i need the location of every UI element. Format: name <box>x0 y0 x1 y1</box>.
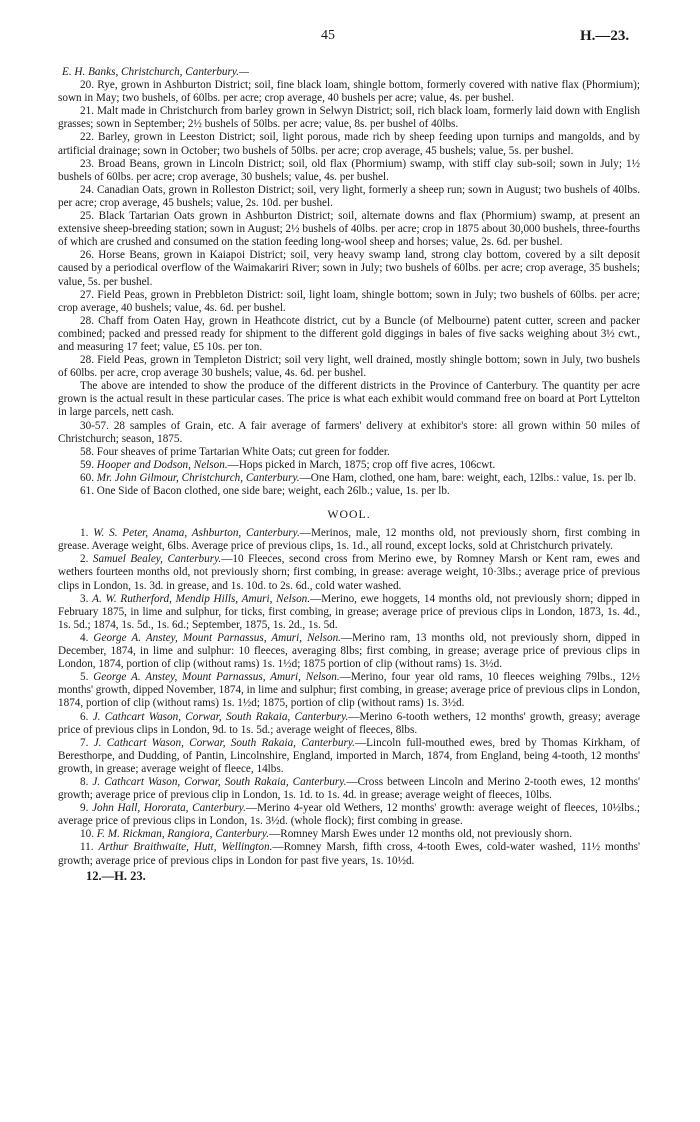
grain-entry <box>58 380 640 419</box>
grain-entry <box>58 289 640 315</box>
wool-entry <box>58 553 640 592</box>
grain-entry <box>58 420 640 446</box>
entry-number: 2. <box>80 553 89 566</box>
entry-text: 21. Malt made in Christchurch from barley grown in Selwyn District; soil, rich black loam, formerly laid down with English grasses; sown in September; 2½ bushels of 50lbs. per acre; value, 8s. per bushel of 40lbs. <box>58 105 640 131</box>
grain-entry <box>58 459 640 472</box>
grain-entry <box>58 472 640 485</box>
entry-number: 5. <box>80 671 89 684</box>
entry-text: 22. Barley, grown in Leeston District; soil, light porous, made rich by sheep feeding upon turnips and mangolds, and by artificial drainage; sown in October; two bushels of 50lbs. per acre; crop average, 45 bushels; value, 5s. per bushel. <box>58 131 640 157</box>
entry-text: 28. Field Peas, grown in Templeton District; soil very light, well drained, mostly shingle bottom; sown in July, two bushels of 60lbs. per acre, crop average 30 bushels; value, 4s. 6d. per bushel. <box>58 354 640 380</box>
grain-entry <box>58 105 640 131</box>
grain-exhibit-list <box>58 79 640 498</box>
exhibitor-name: W. S. Peter, Anama, Ashburton, Canterbury. <box>93 527 300 540</box>
entry-text: 20. Rye, grown in Ashburton District; soil, fine black loam, shingle bottom, formerly covered with native flax (Phormium); sown in May; two bushels, of 60lbs. per acre; crop average, 40 bushels per acre; value, 4s. per bushel. <box>58 79 640 105</box>
wool-section-heading: WOOL. <box>327 507 371 522</box>
entry-number: 60. <box>80 471 94 484</box>
entry-text: —Merino, four year old rams, 10 fleeces weighing 79lbs., 12½ months' growth, dipped November, 1874, in lime and sulphur; first combing, in grease; average price of previous clips in London, 1874, portion of clip (without rams) 1s. 1½d; 1875, portion of clip (without rams) 1s. 3½d. <box>58 671 641 710</box>
entry-text: —Merino 4-year old Wethers, 12 months' growth: average weight of fleeces, 10½lbs.; average price of previous clips in London, 1s. 3½d. (whole flock); first combing in grease. <box>58 802 641 828</box>
entry-text: 23. Broad Beans, grown in Lincoln District; soil, old flax (Phormium) swamp, with stiff clay sub-soil; sown in July; 1½ bushels of 60lbs. per acre; crop average, 30 bushels; value, 4s. per bushel. <box>58 157 640 183</box>
entry-text: —Romney Marsh Ewes under 12 months old, not previously shorn. <box>269 828 573 841</box>
entry-number: 8. <box>80 775 89 788</box>
entry-text: 27. Field Peas, grown in Prebbleton District: soil, light loam, shingle bottom; sown in July; two bushels of 60lbs. per acre; crop average, 40 bushels; value, 4s. 6d. per bushel. <box>58 288 640 314</box>
entry-text: 25. Black Tartarian Oats grown in Ashburton District; soil, alternate downs and flax (Phormium) swamp, at present an extensive sheep-breeding station; sown in August; 2½ bushels of 40lbs. per acre; crop in 1875 about 30,000 bushels, three-fourths of which are crushed and consumed on the station feeding long-wool sheep and horses; value, 2s. 6d. per bushel. <box>58 210 640 249</box>
entry-text: —Hops picked in March, 1875; crop off five acres, 106cwt. <box>227 458 496 471</box>
exhibitor-name: Samuel Bealey, Canterbury. <box>92 553 222 566</box>
grain-entry <box>58 485 640 498</box>
grain-entry <box>58 249 640 288</box>
entry-text: 30-57. 28 samples of Grain, etc. A fair average of farmers' delivery at exhibitor's store: all grown within 50 miles of Christchurch; season, 1875. <box>58 419 640 445</box>
exhibitor-name: Hooper and Dodson, Nelson. <box>96 458 228 471</box>
grain-entry <box>58 131 640 157</box>
wool-entry <box>58 776 640 802</box>
entry-number: 3. <box>80 592 89 605</box>
grain-entry <box>58 184 640 210</box>
entry-number: 7. <box>80 736 89 749</box>
entry-number: 11. <box>80 841 94 854</box>
entry-text: —Merinos, male, 12 months old, not previously shorn, first combing in grease. Average weight, 6lbs. Average price of previous clips, 1s. 1d., all round, except locks, sold at Christchurch privately. <box>58 527 641 553</box>
entry-text: —Romney Marsh, fifth cross, 4-tooth Ewes, cold-water washed, 11½ months' growth; average price of previous clips in London for past five years, 1s. 10½d. <box>58 841 641 867</box>
entry-text: —One Ham, clothed, one ham, bare: weight, each, 12lbs.: value, 1s. per lb. <box>299 471 637 484</box>
entry-text: The above are intended to show the produce of the different districts in the Province of Canterbury. The quantity per acre grown is the actual result in these particular cases. The price is what each exhibit would command free on board at Port Lyttelton in large parcels, nett cash. <box>58 380 640 419</box>
entry-text: 24. Canadian Oats, grown in Rolleston District; soil, very light, formerly a sheep run; sown in August; two bushels of 40lbs. per acre; crop average, 45 bushels; value, 2s. 10d. per bushel. <box>58 183 640 209</box>
wool-entry <box>58 671 640 710</box>
exhibitor-name: J. Cathcart Wason, Corwar, South Rakaia, Canterbury. <box>92 710 349 723</box>
exhibitor-name: George A. Anstey, Mount Parnassus, Amuri, Nelson. <box>93 631 341 644</box>
wool-entry <box>58 711 640 737</box>
grain-entry <box>58 354 640 380</box>
wool-exhibit-list <box>58 527 640 867</box>
grain-entry <box>58 210 640 249</box>
wool-entry <box>58 802 640 828</box>
entry-number: 1. <box>80 527 89 540</box>
signature-mark: 12.—H. 23. <box>86 868 146 883</box>
entry-number: 9. <box>80 802 89 815</box>
grain-entry <box>58 79 640 105</box>
grain-entry <box>58 315 640 354</box>
entry-text: —Merino ram, 13 months old, not previously shorn, dipped in December, 1874, in lime and sulphur: 10 fleeces, averaging 8lbs; first combing, in grease; average price of previous clips in London, 1874, portion of clip (without rams) 1s. 1½d; 1875 portion of clip (without rams) 1s. 3½d. <box>58 631 641 671</box>
entry-text: 58. Four sheaves of prime Tartarian White Oats; cut green for fodder. <box>80 445 390 458</box>
entry-number: 4. <box>80 631 89 644</box>
entry-text: —Lincoln full-mouthed ewes, bred by Thomas Kirkham, of Beresthorpe, and Dudding, of Pantin, Lincolnshire, England, imported in March, 1874, from England, being 4-tooth, 12 months' growth, in grease; average weight of fleece, 14lbs. <box>58 736 641 775</box>
entry-number: 10. <box>80 828 94 841</box>
exhibitor-name: J. Cathcart Wason, Corwar, South Rakaia, Canterbury. <box>92 775 347 788</box>
entry-number: 6. <box>80 710 89 723</box>
wool-entry <box>58 632 640 671</box>
exhibitor-name: George A. Anstey, Mount Parnassus, Amuri, Nelson. <box>93 671 340 684</box>
entry-text: 28. Chaff from Oaten Hay, grown in Heathcote district, cut by a Buncle (of Melbourne) patent cutter, screen and packer combined; packed and pressed ready for shipment to the different gold diggings in bales of five sacks weighing about 3½ cwt., and measuring 17 feet; value, £5 10s. per ton. <box>58 314 640 353</box>
entry-text: —Merino, ewe hoggets, 14 months old, not previously shorn; dipped in February 1875, in lime and sulphur, for ticks, first combing, in grease; average price of previous clips in London, 1873, 1s. 4d., 1s. 5d.; 1874, 1s. 5d., 1s. 6d.; September, 1875, 1s. 2d., 1s. 5d. <box>58 592 641 631</box>
document-reference: H.—23. <box>580 28 630 44</box>
exhibitor-name: A. W. Rutherford, Mendip Hills, Amuri, Nelson. <box>92 592 311 605</box>
exhibitor-name: F. M. Rickman, Rangiora, Canterbury. <box>96 828 270 841</box>
wool-entry <box>58 593 640 632</box>
page-body <box>58 66 640 883</box>
entry-text: —10 Fleeces, second cross from Merino ewe, by Romney Marsh or Kent ram, ewes and wethers fourteen months old, not previously shorn; first combing, in grease: average weight, 10·3lbs.; average price of previous clips in London, 1s. 3d. in grease, and 1s. 10d. to 2s. 6d., cold water washed. <box>58 553 641 592</box>
page-number: 45 <box>321 28 335 43</box>
exhibitor-name: Mr. John Gilmour, Christchurch, Canterbury. <box>96 471 300 484</box>
entry-text: —Merino 6-tooth wethers, 12 months' growth, greasy; average price of previous clips in London, 9d. to 1s. 5d.; average weight of fleeces, 8lbs. <box>58 710 641 736</box>
wool-entry <box>58 828 640 841</box>
entry-text: 61. One Side of Bacon clothed, one side bare; weight, each 26lb.; value, 1s. per lb. <box>80 485 450 497</box>
exhibitor-heading: E. H. Banks, Christchurch, Canterbury.— <box>62 66 249 78</box>
grain-entry <box>58 446 640 459</box>
wool-entry <box>58 841 640 867</box>
wool-entry <box>58 527 640 553</box>
entry-number: 59. <box>80 458 94 471</box>
entry-text: —Cross between Lincoln and Merino 2-tooth ewes, 12 months' growth; average price of previous clip in London, 1s. 1d. to 1s. 4d. in grease; average weight of fleeces, 10lbs. <box>58 775 641 802</box>
page-header <box>0 28 700 50</box>
exhibitor-name: J. Cathcart Wason, Corwar, South Rakaia, Canterbury. <box>93 736 355 749</box>
wool-entry <box>58 737 640 776</box>
exhibitor-name: John Hall, Hororata, Canterbury. <box>92 802 246 815</box>
grain-entry <box>58 158 640 184</box>
exhibitor-name: Arthur Braithwaite, Hutt, Wellington. <box>98 841 273 854</box>
entry-text: 26. Horse Beans, grown in Kaiapoi District; soil, very heavy swamp land, strong clay bottom, covered by a silt deposit caused by a periodical overflow of the Waimakariri River; sown in July; two bushels of 60lbs. per acre; crop average, 35 bushels; value, 5s. per bushel. <box>58 249 640 288</box>
